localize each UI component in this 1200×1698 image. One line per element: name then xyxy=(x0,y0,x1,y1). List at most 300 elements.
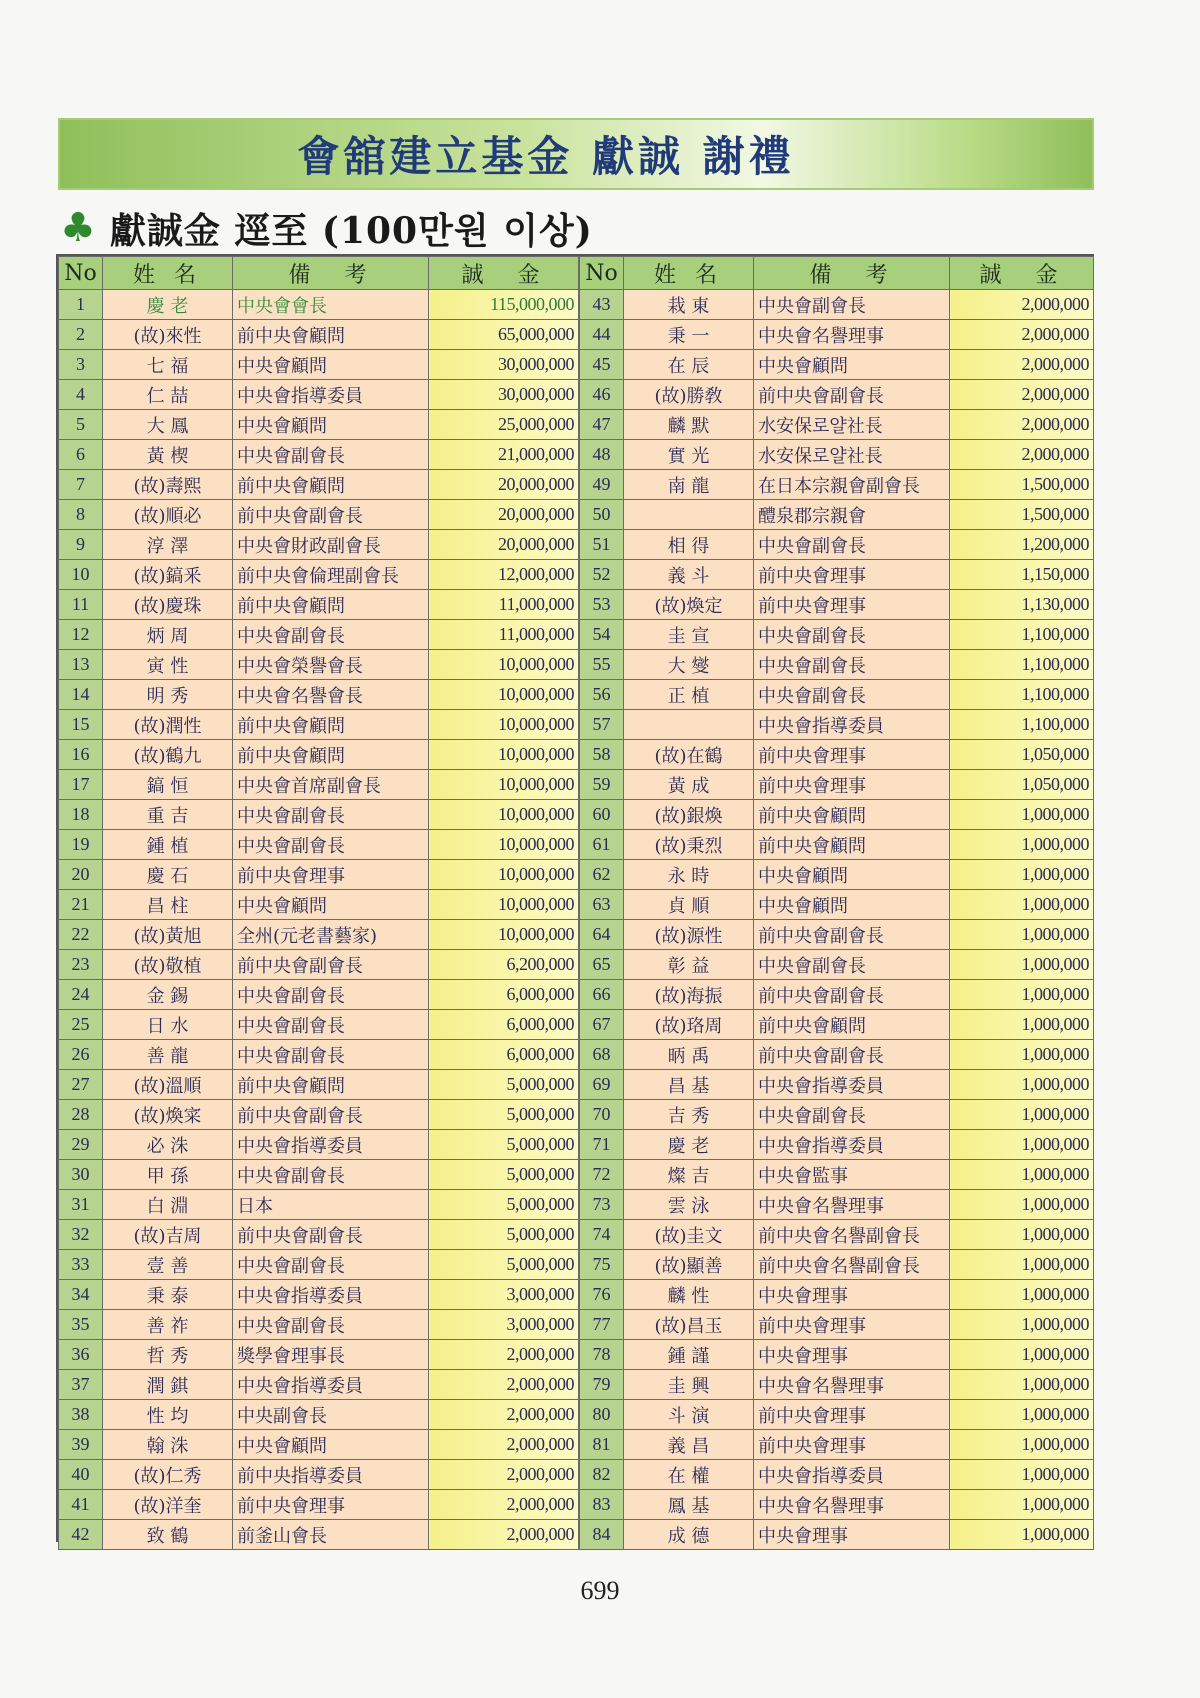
donor-name: (故)壽熙 xyxy=(103,470,233,500)
donor-remark: 中央會副會長 xyxy=(233,1310,429,1340)
donor-remark: 中央會會長 xyxy=(233,290,429,320)
table-row xyxy=(59,560,579,590)
donor-name: (故)鎬釆 xyxy=(103,560,233,590)
column-header-name: 姓 名 xyxy=(103,257,233,290)
donor-name: (故)吉周 xyxy=(103,1220,233,1250)
donor-name: 潤 錤 xyxy=(103,1370,233,1400)
row-number: 69 xyxy=(580,1070,624,1100)
donor-name: (故)慶珠 xyxy=(103,590,233,620)
row-number: 14 xyxy=(59,680,103,710)
row-number: 27 xyxy=(59,1070,103,1100)
donation-amount: 6,000,000 xyxy=(429,1010,579,1040)
donor-remark: 中央會副會長 xyxy=(233,620,429,650)
donation-amount: 21,000,000 xyxy=(429,440,579,470)
donor-remark: 前中央會副會長 xyxy=(754,1040,950,1070)
row-number: 50 xyxy=(580,500,624,530)
donation-amount: 11,000,000 xyxy=(429,620,579,650)
row-number: 3 xyxy=(59,350,103,380)
donor-remark: 中央會監事 xyxy=(754,1160,950,1190)
table-row xyxy=(580,1070,1094,1100)
donation-amount: 2,000,000 xyxy=(950,350,1094,380)
table-row xyxy=(59,680,579,710)
donor-name: 正 植 xyxy=(624,680,754,710)
donation-amount: 1,000,000 xyxy=(950,1310,1094,1340)
row-number: 26 xyxy=(59,1040,103,1070)
row-number: 75 xyxy=(580,1250,624,1280)
donation-amount: 25,000,000 xyxy=(429,410,579,440)
row-number: 72 xyxy=(580,1160,624,1190)
donor-remark: 中央會指導委員 xyxy=(233,1370,429,1400)
table-row xyxy=(59,1490,579,1520)
donor-remark: 中央會副會長 xyxy=(233,1040,429,1070)
donor-remark: 中央會名譽理事 xyxy=(754,1370,950,1400)
donor-name: (故)來性 xyxy=(103,320,233,350)
donor-name: (故)順必 xyxy=(103,500,233,530)
donor-remark: 中央會理事 xyxy=(754,1280,950,1310)
donor-remark: 中央會名譽理事 xyxy=(754,320,950,350)
donor-remark: 中央會指導委員 xyxy=(754,1070,950,1100)
row-number: 37 xyxy=(59,1370,103,1400)
donation-amount: 10,000,000 xyxy=(429,890,579,920)
table-row xyxy=(59,1250,579,1280)
donor-remark: 中央會副會長 xyxy=(233,980,429,1010)
row-number: 53 xyxy=(580,590,624,620)
table-header-row xyxy=(59,257,579,290)
donor-remark: 中央會副會長 xyxy=(233,1250,429,1280)
donor-name: (故)洋奎 xyxy=(103,1490,233,1520)
row-number: 15 xyxy=(59,710,103,740)
table-row xyxy=(59,860,579,890)
donor-table-right xyxy=(579,256,1094,1550)
row-number: 71 xyxy=(580,1130,624,1160)
donation-amount: 5,000,000 xyxy=(429,1190,579,1220)
donation-amount: 1,000,000 xyxy=(950,1190,1094,1220)
donor-remark: 前中央會副會長 xyxy=(233,1100,429,1130)
table-row xyxy=(580,860,1094,890)
table-row xyxy=(580,920,1094,950)
donation-amount: 1,000,000 xyxy=(950,1460,1094,1490)
row-number: 22 xyxy=(59,920,103,950)
donor-remark: 中央會指導委員 xyxy=(754,710,950,740)
row-number: 34 xyxy=(59,1280,103,1310)
donor-name: 斗 演 xyxy=(624,1400,754,1430)
row-number: 59 xyxy=(580,770,624,800)
row-number: 41 xyxy=(59,1490,103,1520)
table-row xyxy=(59,800,579,830)
table-row xyxy=(59,890,579,920)
row-number: 6 xyxy=(59,440,103,470)
column-header-amount: 誠 金 xyxy=(950,257,1094,290)
row-number: 38 xyxy=(59,1400,103,1430)
donation-amount: 1,500,000 xyxy=(950,470,1094,500)
donor-name: 鍾 植 xyxy=(103,830,233,860)
table-row xyxy=(580,1220,1094,1250)
donor-remark: 中央會副會長 xyxy=(754,950,950,980)
page-number: 699 xyxy=(580,1576,620,1605)
donor-name: (故)圭文 xyxy=(624,1220,754,1250)
donation-amount: 1,000,000 xyxy=(950,1130,1094,1160)
row-number: 23 xyxy=(59,950,103,980)
donor-name: 燦 吉 xyxy=(624,1160,754,1190)
donor-name: (故)昌玉 xyxy=(624,1310,754,1340)
donor-remark: 水安保로얄社長 xyxy=(754,440,950,470)
row-number: 77 xyxy=(580,1310,624,1340)
table-row xyxy=(59,290,579,320)
column-header-no: No xyxy=(580,257,624,290)
donor-name: 義 斗 xyxy=(624,560,754,590)
row-number: 43 xyxy=(580,290,624,320)
table-row xyxy=(59,440,579,470)
column-header-no: No xyxy=(59,257,103,290)
row-number: 84 xyxy=(580,1520,624,1550)
donor-name: 昌 基 xyxy=(624,1070,754,1100)
donation-amount: 3,000,000 xyxy=(429,1310,579,1340)
donor-name: (故)在鶴 xyxy=(624,740,754,770)
table-row xyxy=(59,1160,579,1190)
donor-name: (故)溫順 xyxy=(103,1070,233,1100)
donor-name: (故)勝敎 xyxy=(624,380,754,410)
donation-amount: 2,000,000 xyxy=(429,1460,579,1490)
row-number: 62 xyxy=(580,860,624,890)
donation-amount: 1,000,000 xyxy=(950,800,1094,830)
donor-remark: 中央會顧問 xyxy=(754,350,950,380)
donor-name: 善 龍 xyxy=(103,1040,233,1070)
table-row xyxy=(59,1010,579,1040)
donation-amount: 115,000,000 xyxy=(429,290,579,320)
table-row xyxy=(580,1490,1094,1520)
donor-remark: 前中央指導委員 xyxy=(233,1460,429,1490)
donor-name: 秉 一 xyxy=(624,320,754,350)
row-number: 58 xyxy=(580,740,624,770)
row-number: 80 xyxy=(580,1400,624,1430)
row-number: 79 xyxy=(580,1370,624,1400)
column-header-amount: 誠 金 xyxy=(429,257,579,290)
donor-remark: 獎學會理事長 xyxy=(233,1340,429,1370)
donor-name: 重 吉 xyxy=(103,800,233,830)
table-row xyxy=(59,1460,579,1490)
row-number: 67 xyxy=(580,1010,624,1040)
donation-amount: 1,100,000 xyxy=(950,710,1094,740)
donor-remark: 前中央會顧問 xyxy=(233,1070,429,1100)
table-row xyxy=(580,650,1094,680)
table-row xyxy=(580,1430,1094,1460)
donor-remark: 中央會指導委員 xyxy=(233,380,429,410)
donor-remark: 中央會顧問 xyxy=(233,410,429,440)
donation-amount: 1,000,000 xyxy=(950,1370,1094,1400)
donation-amount: 3,000,000 xyxy=(429,1280,579,1310)
donation-amount: 1,000,000 xyxy=(950,860,1094,890)
donor-name: 善 祚 xyxy=(103,1310,233,1340)
donor-name: 壹 善 xyxy=(103,1250,233,1280)
donation-amount: 1,000,000 xyxy=(950,1010,1094,1040)
row-number: 57 xyxy=(580,710,624,740)
row-number: 4 xyxy=(59,380,103,410)
table-row xyxy=(580,350,1094,380)
row-number: 76 xyxy=(580,1280,624,1310)
donation-amount: 1,000,000 xyxy=(950,1250,1094,1280)
row-number: 21 xyxy=(59,890,103,920)
donor-name: 永 時 xyxy=(624,860,754,890)
row-number: 1 xyxy=(59,290,103,320)
donor-name: 慶 石 xyxy=(103,860,233,890)
donation-amount: 2,000,000 xyxy=(429,1520,579,1550)
donor-remark: 前中央會顧問 xyxy=(754,800,950,830)
donor-name: 金 錫 xyxy=(103,980,233,1010)
donor-name: (故)顯善 xyxy=(624,1250,754,1280)
row-number: 51 xyxy=(580,530,624,560)
donation-amount: 20,000,000 xyxy=(429,470,579,500)
donation-amount: 10,000,000 xyxy=(429,710,579,740)
donation-amount: 65,000,000 xyxy=(429,320,579,350)
donation-amount: 10,000,000 xyxy=(429,770,579,800)
donation-amount: 1,100,000 xyxy=(950,680,1094,710)
donor-name: 義 昌 xyxy=(624,1430,754,1460)
table-row xyxy=(59,1070,579,1100)
donor-name: 貞 順 xyxy=(624,890,754,920)
donor-remark: 中央會名譽理事 xyxy=(754,1190,950,1220)
donation-amount: 1,000,000 xyxy=(950,1430,1094,1460)
row-number: 70 xyxy=(580,1100,624,1130)
table-row xyxy=(59,410,579,440)
table-row xyxy=(580,1010,1094,1040)
donor-remark: 前中央會副會長 xyxy=(754,920,950,950)
donation-amount: 1,000,000 xyxy=(950,1400,1094,1430)
table-row xyxy=(59,740,579,770)
table-row xyxy=(580,1520,1094,1550)
table-row xyxy=(59,1520,579,1550)
row-number: 10 xyxy=(59,560,103,590)
donor-name: 七 福 xyxy=(103,350,233,380)
donation-amount: 2,000,000 xyxy=(429,1400,579,1430)
row-number: 28 xyxy=(59,1100,103,1130)
donor-name: 彰 益 xyxy=(624,950,754,980)
table-row xyxy=(580,560,1094,590)
donor-remark: 前中央會名譽副會長 xyxy=(754,1250,950,1280)
donor-remark: 前中央會理事 xyxy=(754,590,950,620)
table-row xyxy=(59,920,579,950)
table-row xyxy=(59,1280,579,1310)
donor-name: (故)潤性 xyxy=(103,710,233,740)
donor-remark: 醴泉郡宗親會 xyxy=(754,500,950,530)
donor-name: 慶 老 xyxy=(624,1130,754,1160)
donation-amount: 1,000,000 xyxy=(950,980,1094,1010)
table-row xyxy=(59,980,579,1010)
row-number: 64 xyxy=(580,920,624,950)
donor-remark: 中央副會長 xyxy=(233,1400,429,1430)
donation-amount: 1,050,000 xyxy=(950,740,1094,770)
donation-amount: 1,000,000 xyxy=(950,1160,1094,1190)
donor-remark: 中央會顧問 xyxy=(754,860,950,890)
row-number: 13 xyxy=(59,650,103,680)
donation-amount: 5,000,000 xyxy=(429,1070,579,1100)
row-number: 16 xyxy=(59,740,103,770)
column-header-remark: 備 考 xyxy=(233,257,429,290)
row-number: 60 xyxy=(580,800,624,830)
row-number: 39 xyxy=(59,1430,103,1460)
donor-remark: 前中央會理事 xyxy=(754,560,950,590)
donor-remark: 前釜山會長 xyxy=(233,1520,429,1550)
donation-amount: 5,000,000 xyxy=(429,1130,579,1160)
table-row xyxy=(580,1370,1094,1400)
donor-name: 致 鶴 xyxy=(103,1520,233,1550)
table-row xyxy=(59,650,579,680)
page-title: 會舘建立基金 獻誠 謝禮 xyxy=(297,132,795,181)
table-row xyxy=(59,470,579,500)
donor-name: 日 水 xyxy=(103,1010,233,1040)
table-row xyxy=(580,320,1094,350)
donor-remark: 中央會顧問 xyxy=(754,890,950,920)
table-row xyxy=(580,410,1094,440)
donation-amount: 1,000,000 xyxy=(950,890,1094,920)
donation-amount: 2,000,000 xyxy=(429,1340,579,1370)
donor-remark: 中央會指導委員 xyxy=(754,1130,950,1160)
donor-remark: 日本 xyxy=(233,1190,429,1220)
donor-remark: 前中央會顧問 xyxy=(754,1010,950,1040)
table-row xyxy=(580,290,1094,320)
row-number: 36 xyxy=(59,1340,103,1370)
table-row xyxy=(59,1040,579,1070)
table-row xyxy=(580,1190,1094,1220)
donor-remark: 中央會顧問 xyxy=(233,1430,429,1460)
table-row xyxy=(580,590,1094,620)
donor-remark: 中央會理事 xyxy=(754,1520,950,1550)
donation-amount: 10,000,000 xyxy=(429,740,579,770)
table-row xyxy=(580,380,1094,410)
row-number: 12 xyxy=(59,620,103,650)
row-number: 5 xyxy=(59,410,103,440)
table-row xyxy=(59,830,579,860)
donor-name: 大 鳳 xyxy=(103,410,233,440)
donor-remark: 中央會財政副會長 xyxy=(233,530,429,560)
table-row xyxy=(59,590,579,620)
donation-amount: 20,000,000 xyxy=(429,500,579,530)
donor-remark: 中央會副會長 xyxy=(754,290,950,320)
donor-name: 淳 澤 xyxy=(103,530,233,560)
column-header-remark: 備 考 xyxy=(754,257,950,290)
row-number: 68 xyxy=(580,1040,624,1070)
donor-name: 圭 興 xyxy=(624,1370,754,1400)
column-header-name: 姓 名 xyxy=(624,257,754,290)
table-row xyxy=(580,1160,1094,1190)
table-row xyxy=(580,830,1094,860)
row-number: 2 xyxy=(59,320,103,350)
donor-name: 鍾 謹 xyxy=(624,1340,754,1370)
donor-remark: 中央會指導委員 xyxy=(754,1460,950,1490)
table-row xyxy=(59,1100,579,1130)
donor-name: (故)珞周 xyxy=(624,1010,754,1040)
donor-remark: 中央會顧問 xyxy=(233,890,429,920)
donor-remark: 中央會副會長 xyxy=(754,1100,950,1130)
donor-remark: 前中央會副會長 xyxy=(754,980,950,1010)
donor-remark: 前中央會理事 xyxy=(754,1310,950,1340)
donor-remark: 前中央會理事 xyxy=(754,1430,950,1460)
table-row xyxy=(580,1100,1094,1130)
donor-name: 麟 性 xyxy=(624,1280,754,1310)
donor-remark: 中央會副會長 xyxy=(233,830,429,860)
donor-remark: 中央會首席副會長 xyxy=(233,770,429,800)
donation-amount: 2,000,000 xyxy=(429,1370,579,1400)
donation-amount: 1,000,000 xyxy=(950,830,1094,860)
donation-amount: 1,200,000 xyxy=(950,530,1094,560)
donor-remark: 前中央會顧問 xyxy=(233,590,429,620)
table-header-row xyxy=(580,257,1094,290)
donation-amount: 1,000,000 xyxy=(950,1100,1094,1130)
donor-remark: 中央會副會長 xyxy=(233,1160,429,1190)
donation-amount: 20,000,000 xyxy=(429,530,579,560)
table-row xyxy=(580,800,1094,830)
table-row xyxy=(580,1400,1094,1430)
table-row xyxy=(59,1400,579,1430)
row-number: 33 xyxy=(59,1250,103,1280)
donation-amount: 5,000,000 xyxy=(429,1250,579,1280)
table-row xyxy=(580,440,1094,470)
donor-remark: 前中央會副會長 xyxy=(233,500,429,530)
table-row xyxy=(580,1130,1094,1160)
donor-remark: 中央會副會長 xyxy=(754,620,950,650)
row-number: 81 xyxy=(580,1430,624,1460)
donor-name: (故)仁秀 xyxy=(103,1460,233,1490)
donor-name xyxy=(624,500,754,530)
row-number: 49 xyxy=(580,470,624,500)
table-row xyxy=(59,350,579,380)
row-number: 7 xyxy=(59,470,103,500)
donation-amount: 1,000,000 xyxy=(950,1220,1094,1250)
donor-name: 慶 老 xyxy=(103,290,233,320)
table-row xyxy=(580,710,1094,740)
donor-name: 南 龍 xyxy=(624,470,754,500)
donor-name: 寅 性 xyxy=(103,650,233,680)
donation-amount: 5,000,000 xyxy=(429,1220,579,1250)
donation-amount: 12,000,000 xyxy=(429,560,579,590)
row-number: 29 xyxy=(59,1130,103,1160)
donor-remark: 前中央會理事 xyxy=(754,770,950,800)
table-row xyxy=(59,710,579,740)
donor-name: 昌 柱 xyxy=(103,890,233,920)
table-row xyxy=(580,680,1094,710)
table-row xyxy=(59,1130,579,1160)
donation-amount: 1,000,000 xyxy=(950,1040,1094,1070)
table-row xyxy=(59,1220,579,1250)
donor-remark: 前中央會顧問 xyxy=(233,740,429,770)
donor-name: 實 光 xyxy=(624,440,754,470)
donor-name: (故)煥定 xyxy=(624,590,754,620)
donation-amount: 5,000,000 xyxy=(429,1160,579,1190)
donor-name: 大 燮 xyxy=(624,650,754,680)
row-number: 40 xyxy=(59,1460,103,1490)
donor-table-left xyxy=(58,256,579,1550)
donation-amount: 30,000,000 xyxy=(429,350,579,380)
row-number: 83 xyxy=(580,1490,624,1520)
table-row xyxy=(580,1340,1094,1370)
donation-amount: 10,000,000 xyxy=(429,680,579,710)
row-number: 66 xyxy=(580,980,624,1010)
row-number: 35 xyxy=(59,1310,103,1340)
donor-name: 在 辰 xyxy=(624,350,754,380)
table-row xyxy=(580,500,1094,530)
donation-amount: 1,000,000 xyxy=(950,920,1094,950)
donor-name: 相 得 xyxy=(624,530,754,560)
donation-amount: 1,130,000 xyxy=(950,590,1094,620)
table-row xyxy=(580,1280,1094,1310)
donor-name: 黃 楔 xyxy=(103,440,233,470)
donor-remark: 前中央會理事 xyxy=(233,860,429,890)
donor-remark: 前中央會顧問 xyxy=(233,710,429,740)
donor-remark: 前中央會副會長 xyxy=(754,380,950,410)
donor-name: (故)煥寀 xyxy=(103,1100,233,1130)
donation-amount: 1,000,000 xyxy=(950,1070,1094,1100)
donor-remark: 中央會理事 xyxy=(754,1340,950,1370)
table-row xyxy=(580,950,1094,980)
